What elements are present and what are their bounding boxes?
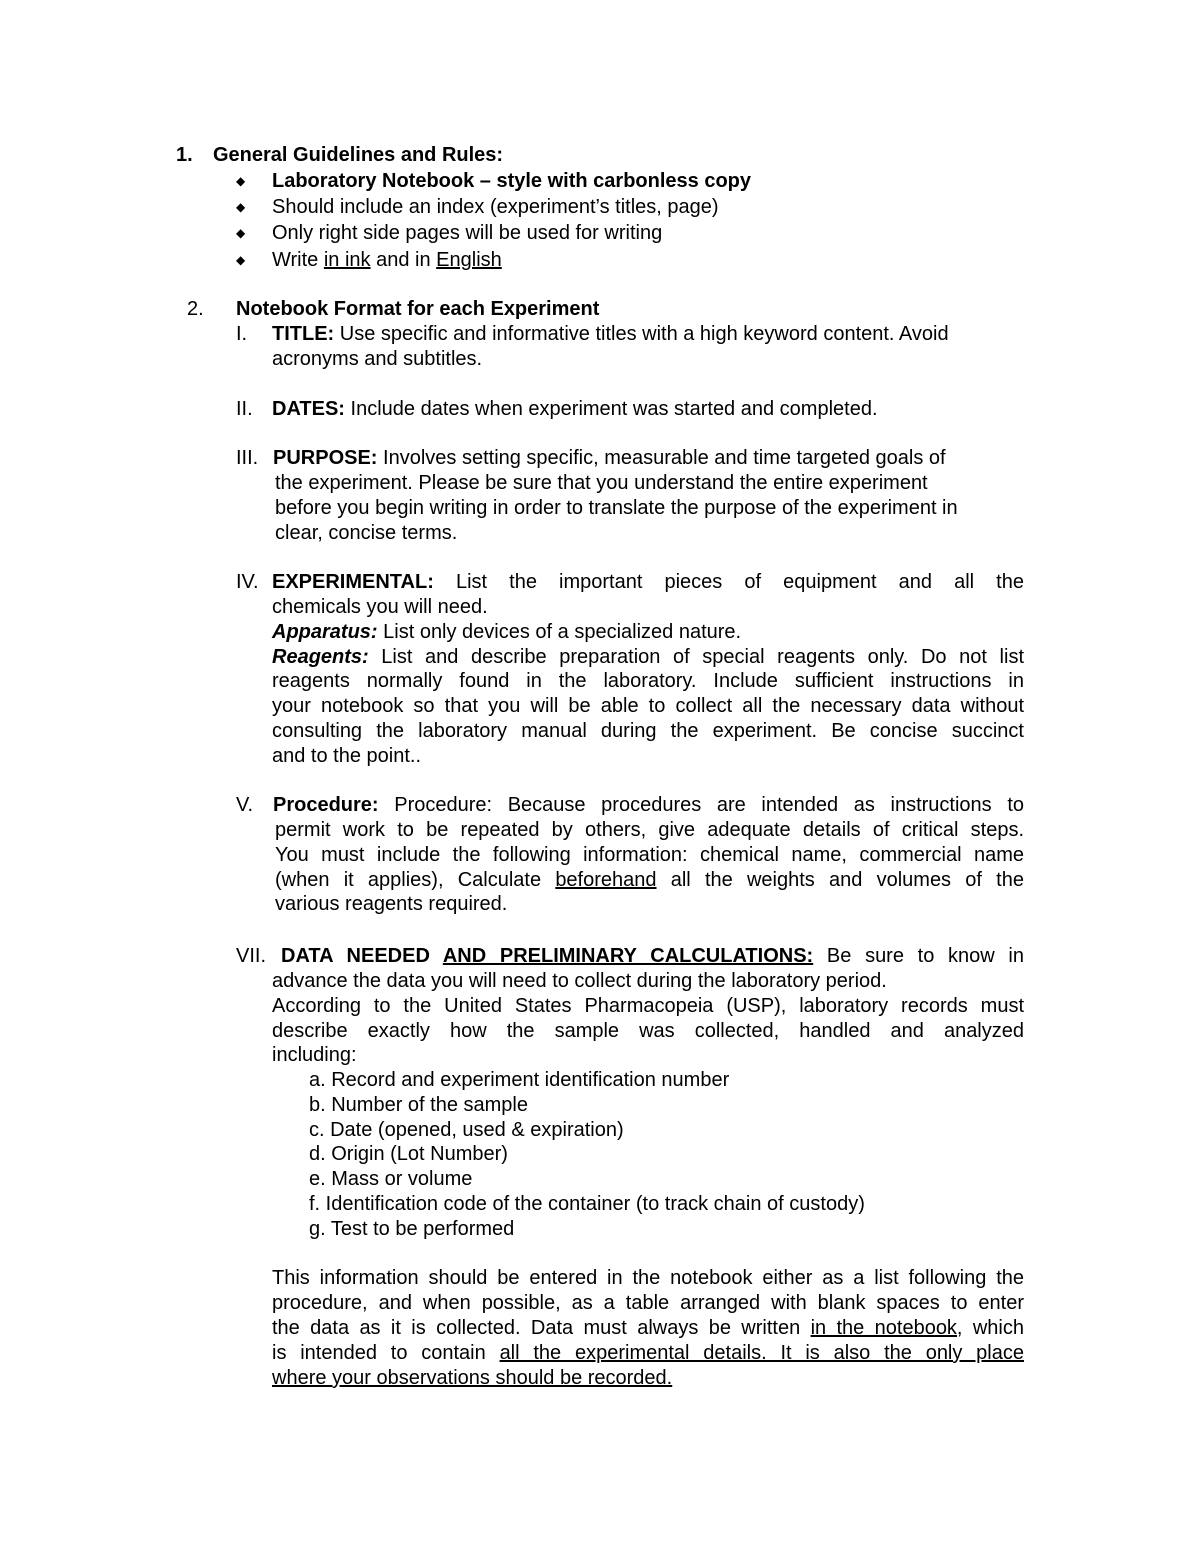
purpose-text: before you begin writing in order to translate the purpose of the experiment in <box>275 497 958 519</box>
title-item: TITLE: Use specific and informative titles with a high keyword content. Avoid <box>272 323 949 345</box>
reagents-line: Reagents: List and describe preparation of special reagents only. Do not list <box>272 646 1024 668</box>
experimental-item: EXPERIMENTAL: List the important pieces of equipment and all the <box>272 571 1024 593</box>
procedure-item: Procedure: Procedure: Because procedures are intended as instructions to <box>273 794 1024 816</box>
data-needed-text: including: <box>272 1044 357 1066</box>
guideline-item: Should include an index (experiment’s titles, page) <box>272 196 719 218</box>
experimental-text: your notebook so that you will be able to collect all the necessary data without <box>272 695 1024 717</box>
experimental-text: reagents normally found in the laboratory. Include sufficient instructions in <box>272 670 1024 692</box>
purpose-text: the experiment. Please be sure that you understand the entire experiment <box>275 472 928 494</box>
list-item: f. Identification code of the container (to track chain of custody) <box>309 1193 865 1215</box>
data-needed-text: describe exactly how the sample was collected, handled and analyzed <box>272 1020 1024 1042</box>
section-2-heading: Notebook Format for each Experiment <box>236 298 600 320</box>
list-item: b. Number of the sample <box>309 1094 528 1116</box>
closing-paragraph-line: procedure, and when possible, as a table arranged with blank spaces to enter <box>272 1292 1024 1314</box>
guideline-item: Write in ink and in English <box>272 249 502 271</box>
list-item: a. Record and experiment identification number <box>309 1069 730 1091</box>
experimental-text: and to the point.. <box>272 745 422 767</box>
data-needed-text: According to the United States Pharmacopeia (USP), laboratory records must <box>272 995 1024 1017</box>
section-2-number: 2. <box>187 298 204 320</box>
list-item: g. Test to be performed <box>309 1218 515 1240</box>
purpose-text: clear, concise terms. <box>275 522 458 544</box>
roman-numeral: V. <box>236 794 254 816</box>
closing-paragraph-line: is intended to contain all the experimental details. It is also the only place <box>272 1342 1024 1364</box>
roman-numeral: IV. <box>236 571 259 593</box>
guideline-item: Only right side pages will be used for writing <box>272 222 663 244</box>
procedure-text: various reagents required. <box>275 893 508 915</box>
experimental-text: chemicals you will need. <box>272 596 488 618</box>
roman-numeral: III. <box>236 447 259 469</box>
closing-paragraph-line: This information should be entered in the notebook either as a list following the <box>272 1267 1024 1289</box>
apparatus-line: Apparatus: List only devices of a specialized nature. <box>272 621 742 643</box>
roman-numeral: II. <box>236 398 253 420</box>
purpose-item: PURPOSE: Involves setting specific, measurable and time targeted goals of <box>273 447 946 469</box>
roman-numeral: VII. <box>236 945 267 967</box>
list-item: c. Date (opened, used & expiration) <box>309 1119 624 1141</box>
procedure-text: (when it applies), Calculate beforehand all the weights and volumes of the <box>275 869 1024 891</box>
section-1-heading: General Guidelines and Rules: <box>213 144 504 166</box>
data-needed-item: DATA NEEDED AND PRELIMINARY CALCULATIONS: Be sure to know in <box>281 945 1025 967</box>
experimental-text: consulting the laboratory manual during the experiment. Be concise succinct <box>272 720 1024 742</box>
diamond-bullet-icon: ◆ <box>236 226 246 240</box>
diamond-bullet-icon: ◆ <box>236 253 246 267</box>
closing-paragraph-line: the data as it is collected. Data must always be written in the notebook, which <box>272 1317 1024 1339</box>
section-1-number: 1. <box>176 144 193 166</box>
procedure-text: You must include the following information: chemical name, commercial name <box>275 844 1024 866</box>
list-item: d. Origin (Lot Number) <box>309 1143 508 1165</box>
data-needed-text: advance the data you will need to collect during the laboratory period. <box>272 970 887 992</box>
diamond-bullet-icon: ◆ <box>236 174 246 188</box>
list-item: e. Mass or volume <box>309 1168 473 1190</box>
dates-item: DATES: Include dates when experiment was started and completed. <box>272 398 878 420</box>
roman-numeral: I. <box>236 323 248 345</box>
procedure-text: permit work to be repeated by others, give adequate details of critical steps. <box>275 819 1024 841</box>
guideline-item: Laboratory Notebook – style with carbonless copy <box>272 170 752 192</box>
title-item-text: acronyms and subtitles. <box>272 348 483 370</box>
diamond-bullet-icon: ◆ <box>236 200 246 214</box>
closing-paragraph-line: where your observations should be recorded. <box>272 1367 673 1389</box>
